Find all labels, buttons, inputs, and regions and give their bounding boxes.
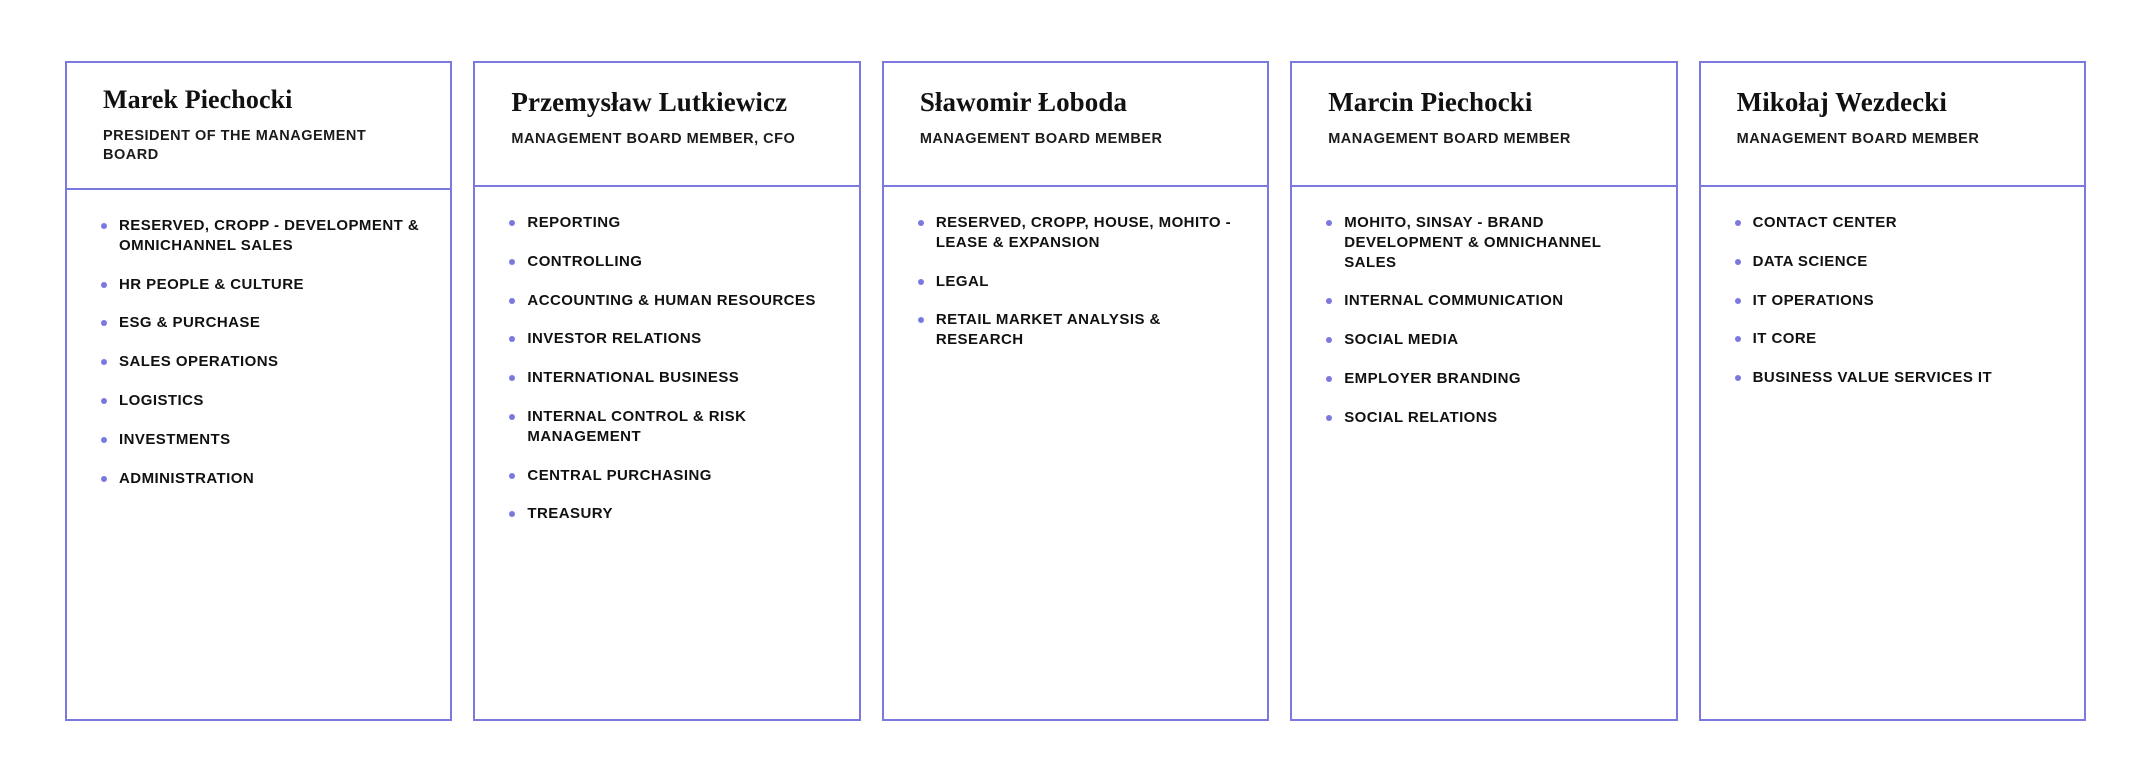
member-name: Marek Piechocki: [103, 85, 293, 114]
board-member-card: [1290, 61, 1677, 721]
board-member-card: [1699, 61, 2086, 721]
list-item: SOCIAL RELATIONS: [1326, 408, 1645, 428]
list-item: RESERVED, CROPP, HOUSE, MOHITO - LEASE & EXPANSION: [918, 213, 1237, 253]
member-name: Sławomir Łoboda: [919, 87, 1128, 117]
list-item: INVESTOR RELATIONS: [509, 329, 828, 349]
board-member-card: [473, 61, 860, 721]
card-body: [1292, 187, 1675, 719]
responsibility-list: [509, 213, 828, 524]
list-item: INTERNAL COMMUNICATION: [1326, 291, 1645, 311]
list-item: SALES OPERATIONS: [101, 352, 420, 372]
list-item: INVESTMENTS: [101, 430, 420, 450]
list-item: LOGISTICS: [101, 391, 420, 411]
card-header: [67, 63, 450, 190]
card-header: [1292, 63, 1675, 187]
card-body: [475, 187, 858, 719]
list-item: TREASURY: [509, 504, 828, 524]
member-name: Mikołaj Wezdecki: [1736, 87, 1947, 117]
responsibility-list: [101, 216, 420, 488]
list-item: IT CORE: [1735, 329, 2054, 349]
list-item: SOCIAL MEDIA: [1326, 330, 1645, 350]
list-item: HR PEOPLE & CULTURE: [101, 275, 420, 295]
list-item: RETAIL MARKET ANALYSIS & RESEARCH: [918, 310, 1237, 350]
member-role: MANAGEMENT BOARD MEMBER: [1736, 131, 1980, 148]
card-body: [1701, 187, 2084, 719]
card-header: [475, 63, 858, 187]
list-item: LEGAL: [918, 272, 1237, 292]
member-role: MANAGEMENT BOARD MEMBER: [1328, 131, 1571, 148]
list-item: ADMINISTRATION: [101, 469, 420, 489]
member-role: MANAGEMENT BOARD MEMBER: [919, 131, 1163, 148]
list-item: ESG & PURCHASE: [101, 313, 420, 333]
list-item: RESERVED, CROPP - DEVELOPMENT & OMNICHANNEL SALES: [101, 216, 420, 256]
responsibility-list: [918, 213, 1237, 350]
card-body: [67, 190, 450, 719]
member-role: PRESIDENT OF THE MANAGEMENT BOARD: [103, 127, 367, 164]
member-name: Marcin Piechocki: [1328, 87, 1533, 117]
card-header: [884, 63, 1267, 187]
list-item: REPORTING: [509, 213, 828, 233]
card-header: [1701, 63, 2084, 187]
member-name: Przemysław Lutkiewicz: [511, 87, 788, 117]
list-item: INTERNATIONAL BUSINESS: [509, 368, 828, 388]
responsibility-list: [1735, 213, 2054, 388]
list-item: INTERNAL CONTROL & RISK MANAGEMENT: [509, 407, 828, 447]
board-member-card: [882, 61, 1269, 721]
list-item: MOHITO, SINSAY - BRAND DEVELOPMENT & OMNICHANNEL SALES: [1326, 213, 1645, 272]
list-item: DATA SCIENCE: [1735, 252, 2054, 272]
list-item: EMPLOYER BRANDING: [1326, 369, 1645, 389]
card-body: [884, 187, 1267, 719]
list-item: CENTRAL PURCHASING: [509, 466, 828, 486]
list-item: CONTROLLING: [509, 252, 828, 272]
member-role: MANAGEMENT BOARD MEMBER, CFO: [511, 131, 796, 148]
list-item: ACCOUNTING & HUMAN RESOURCES: [509, 291, 828, 311]
list-item: CONTACT CENTER: [1735, 213, 2054, 233]
list-item: BUSINESS VALUE SERVICES IT: [1735, 368, 2054, 388]
responsibility-list: [1326, 213, 1645, 428]
list-item: IT OPERATIONS: [1735, 291, 2054, 311]
board-member-card: [65, 61, 452, 721]
